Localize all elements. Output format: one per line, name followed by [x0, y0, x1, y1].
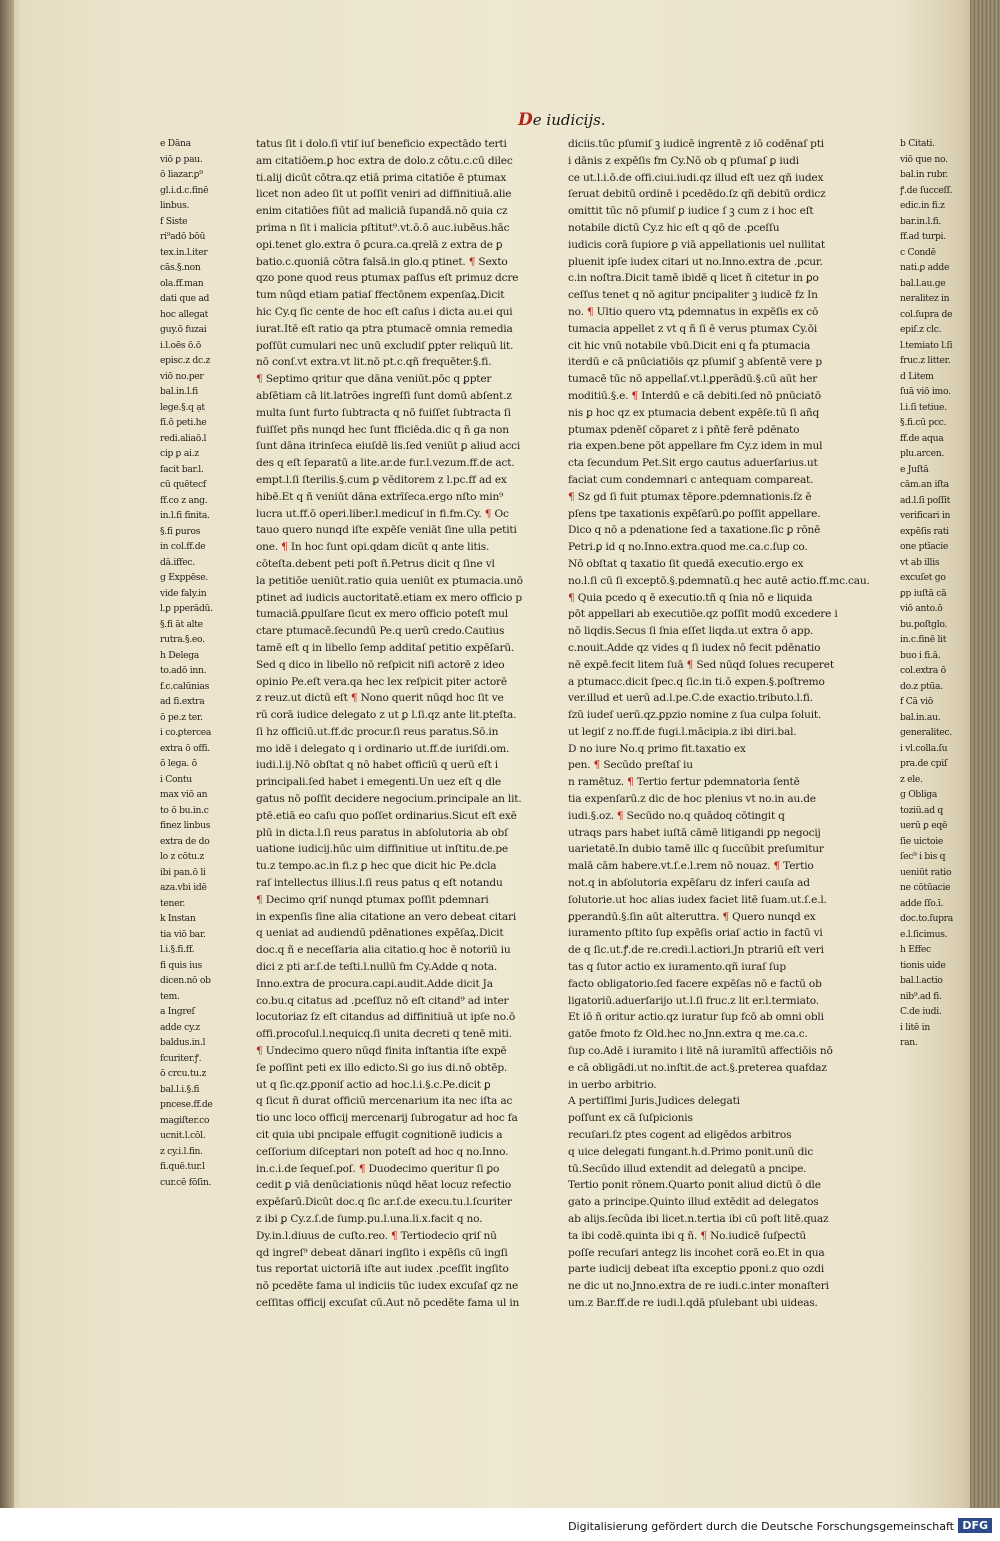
gloss-line: doc.to.ſupra	[900, 913, 953, 924]
text-line: facto obligatorio.ſed facere expēſas nō e factū ob	[568, 977, 822, 990]
text-line: ſi hz officiū.ut.ff.dc procur.ſi reus paratus.Sō.in	[256, 725, 499, 738]
text-line: des q eſt ſeparatū a lite.ar.de fur.l.vezum.ff.de act.	[256, 457, 515, 470]
text-line: ꝑperandū.§.ſin aūt alteruttra. ¶ Quero nunqd ex	[568, 910, 816, 923]
text-line: ptinet ad iudicis auctoritatē.etiam ex mero officio p	[256, 591, 522, 604]
gloss-line: redi.aliaō.l	[160, 432, 207, 444]
gloss-left-column	[160, 136, 250, 1196]
text-line: cit hic vnū notabile vbū.Dicit eni q ḟa ptumacia	[568, 339, 811, 352]
gloss-line: in.l.fi finita.	[160, 510, 210, 521]
gloss-line: excuſet go	[900, 572, 946, 583]
gloss-line: ueniūt ratio	[900, 866, 952, 878]
gloss-line: viō anto.ō	[900, 603, 943, 614]
text-line: pen. ¶ Secūdo preſtaſ iu	[568, 759, 693, 772]
gloss-line: max viō an	[160, 789, 208, 800]
gloss-line: generalitec.	[900, 727, 953, 738]
gloss-line: z ele.	[900, 773, 923, 785]
gloss-line: ō liazar.ꝑ⁹	[160, 169, 203, 180]
text-line: expēſarū.Dicūt doc.q ſic ar.ſ.de execu.tu.l.ſcuriter	[256, 1196, 512, 1209]
text-line: ¶ Quia pcedo q ē executio.tñ q ſnia nō e liquida	[568, 591, 813, 604]
text-line: c.nouit.Adde qz vides q ſi iudex nō fecit pdēnatio	[568, 641, 821, 654]
gloss-line: to ō bu.in.c	[160, 804, 209, 816]
text-line: licet non adeo ſit ut poſſit veniri ad diffinitiuā.alie	[256, 188, 512, 201]
gloss-line: ſie uictoie	[900, 835, 943, 847]
text-line: ligatoriū.aduerſarijo ut.l.ſi fruc.z lit er.l.termiato.	[568, 994, 819, 1007]
gloss-line: bal.in.au.	[900, 711, 941, 723]
gloss-line: ꝑp iuſtā cā	[900, 587, 947, 599]
text-line: gato a principe.Quinto illud extēdit ad delegatos	[568, 1196, 819, 1209]
gloss-line: cām.an iſta	[900, 479, 949, 490]
text-line: z ibi ꝑ Cy.z.ſ.de ſump.pu.l.una.li.x.facit q no.	[256, 1213, 483, 1225]
gloss-line: §.fi āt alte	[160, 618, 203, 630]
gloss-line: pra.de cpiſ	[900, 758, 947, 769]
text-line: q ueniat ad audiendū pdēnationes expēſaꝝ.Dicit	[256, 927, 504, 940]
text-line: a ptumacc.dicit ſpec.q ſic.in ti.ō expen.§.poſtremo	[568, 675, 825, 688]
text-line: batio.c.quoniā cōtra falsā.in glo.q ptinet. ¶ Sexto	[256, 255, 508, 268]
gloss-line: ꝭ.de ſucceſſ.	[900, 184, 953, 196]
gloss-line: ff.ad turpi.	[900, 231, 946, 242]
gloss-line: cur.cē fōſin.	[160, 1176, 212, 1188]
gloss-line: finez linbus	[160, 820, 211, 831]
gloss-line: ola.ff.man	[160, 277, 204, 289]
text-line: no. ¶ Ultio quero vtꝝ pdemnatus in expēſis ex cō	[568, 305, 819, 318]
gloss-line: gl.i.d.c.finē	[160, 184, 209, 196]
gloss-line: dati que ad	[160, 293, 210, 304]
text-line: omittit tūc nō pſumiſ ꝑ iudice ſ ꝫ cum z i hoc eſt	[568, 205, 814, 218]
text-line: am citatiōem.ꝑ hoc extra de dolo.z cōtu.c.cū dilec	[256, 154, 513, 167]
text-line: D no iure No.q primo fit.taxatio ex	[568, 742, 746, 755]
text-line: n ramētuz. ¶ Tertio fertur pdemnatoria ſentē	[568, 776, 800, 789]
gloss-line: g Obliga	[900, 789, 938, 800]
text-line: tamē eſt q in libello ſemp additaſ petitio expēſarū.	[256, 641, 515, 654]
text-line: nō pcedēte fama ul indiciis tūc iudex excuſaſ qz ne	[256, 1280, 519, 1293]
gloss-line: f Siste	[160, 215, 188, 227]
text-line: qzo pone quod reus ptumax paſſus eſt primuz dcre	[256, 272, 519, 285]
text-line: poſſe recuſari antegz lis incohet corā eo.Et in qua	[568, 1246, 825, 1259]
gloss-line: neralitez in	[900, 293, 950, 304]
text-line: Et iō ñ oritur actio.qz iuratur ſup fcō ab omni obli	[568, 1011, 824, 1024]
text-line: tumacē tūc nō appellaſ.vt.l.ꝑperādū.§.cū aūt her	[568, 373, 818, 386]
text-line: i dānis z expēſis fm Cy.Nō ob q pſumaſ ꝑ iudi	[568, 154, 799, 167]
gloss-line: do.z ptūa.	[900, 680, 943, 692]
text-line: ver.illud et uerū ad.l.pe.C.de exactio.tributo.l.fi.	[568, 692, 813, 705]
gloss-line: vt ab illis	[900, 556, 940, 568]
text-line: iuramento pſtito ſup expēſis oriaſ actio in factū vi	[568, 927, 823, 940]
gloss-line: h Delega	[160, 649, 199, 661]
text-line: abſētiam cā lit.latrões ingreſſi ſunt domū abſent.z	[256, 389, 512, 402]
gloss-line: col.extra ō	[900, 665, 946, 676]
text-line: Inno.extra de procura.capi.audit.Adde dicit Ja	[256, 977, 493, 990]
gloss-line: vide faly.in	[160, 587, 207, 599]
text-line: tu.z tempo.ac.in fi.z ꝑ hec que dicit hic Pe.dcla	[256, 860, 497, 873]
text-line: um.z Bar.ff.de re iudi.l.qdā pſulebant ubi uideas.	[568, 1296, 818, 1309]
text-line: enim citatiōes fiūt ad maliciā ſupandā.nō quia cz	[256, 205, 508, 218]
text-line: dici z pti ar.ſ.de teſti.l.nullū fm Cy.Adde q nota.	[256, 961, 498, 974]
text-line: tus reportat uictoriā iſte aut iudex .pceſſit ingſito	[256, 1263, 509, 1276]
dfg-logo: DFG	[958, 1518, 992, 1533]
gloss-line: l.i.§.fi.ff.	[160, 944, 195, 955]
text-line: faciat cum condemnari c antequam compareat.	[568, 473, 814, 486]
gloss-line: a Ingreſ	[160, 1006, 195, 1017]
text-line: de q ſic.ut.ꝭ.de re.credi.l.actiori.Jn ptrariū eſt veri	[568, 944, 824, 957]
gloss-right-column	[900, 136, 972, 1048]
text-line: uatione iudicij.hūc uim diffinitiue ut inſtitu.de.pe	[256, 843, 509, 856]
gloss-line: in.c.finē lit	[900, 634, 947, 645]
gloss-line: §.fi ꝑuros	[160, 525, 201, 537]
text-line: ceſſitas officij excuſat cū.Aut nō pcedēte fama ul in	[256, 1296, 520, 1309]
text-line: cedit ꝑ viā denūciationis nūqd hēat locuz refectio	[256, 1179, 512, 1192]
text-line: ſeruat debitū ordinē i pcedēdo.ſz qñ debitū ordicz	[568, 188, 826, 201]
text-line: uarietatē.In dubio tamē illc q ſuccūbit preſumitur	[568, 843, 824, 856]
text-line: Petri.ꝑ id q no.Inno.extra.quod me.ca.c.ſup co.	[568, 541, 808, 554]
text-line: Sed q dico in libello nō reſpicit niſi actorē z ideo	[256, 658, 505, 671]
gloss-line: plu.arcen.	[900, 448, 944, 459]
gloss-line: viō no.per	[160, 370, 204, 382]
text-line: cta ſecundum Pet.Sit ergo cautus aduerſarius.ut	[568, 457, 818, 470]
text-line: tia expenſarū.z dic de hoc plenius vt no.in au.de	[568, 793, 816, 806]
gloss-line: §.fi.cū pcc.	[900, 417, 947, 428]
text-line: ceſſorium diſceptari non poteſt ad hoc q no.Inno.	[256, 1145, 509, 1158]
gloss-line: uerū ꝑ eqē	[900, 820, 948, 831]
gloss-line: i litē in	[900, 1021, 930, 1033]
gloss-line: epiſ.z clc.	[900, 324, 942, 335]
text-line: in expenſis ſine alia citatione an vero debeat citari	[256, 910, 517, 923]
text-line: tumacia appellet z vt q ñ ſi ē verus ptumax Cy.ōi	[568, 322, 818, 335]
text-line: prima n ſit i malicia pſtitut⁹.vt.ō.ō auc.iubēus.hāc	[256, 221, 510, 234]
gloss-line: e Dāna	[160, 138, 191, 149]
text-line: tio unc loco officij mercenarij ſubrogatur ad hoc fa	[256, 1112, 518, 1125]
gloss-line: f.c.calūnias	[160, 680, 209, 692]
text-line: gatōe fmoto fz Old.hec no.Jnn.extra q me.ca.c.	[568, 1028, 808, 1041]
text-line: ut legiſ z no.ff.de fugi.l.mācipia.z ibi diri.bal.	[568, 725, 797, 738]
gloss-line: e.l.ſicimus.	[900, 928, 948, 940]
text-line: ta ibi codē.quinta ibi q ñ. ¶ No.iudicē ſuſpectū	[568, 1229, 807, 1242]
text-line: tum nūqd etiam patiaſ ffectōnem expenſaꝝ.Dicit	[256, 289, 505, 302]
gloss-line: buo i fi.ā.	[900, 649, 941, 661]
gloss-line: ucnit.l.cōl.	[160, 1130, 206, 1141]
gloss-line: nati.ꝑ adde	[900, 262, 950, 273]
text-line: qd ingreſ⁹ debeat dānari ingſito i expēſis cū ingſi	[256, 1246, 508, 1259]
text-line: ria expen.bene pōt appellare fm Cy.z idem in mul	[568, 440, 823, 453]
text-line: ſolutorie.ut hoc alias iudex faciet litē ſuam.ut.ſ.e.l.	[568, 893, 827, 906]
text-line: rū corā iudice delegato z ut ꝑ l.ſi.qz ante lit.pteſta.	[256, 709, 517, 722]
gloss-line: bal.in.l.fi	[160, 386, 198, 397]
gloss-line: guy.ō fuzai	[160, 324, 207, 335]
page-stack-edge	[970, 0, 1000, 1508]
gloss-line: viō ꝑ pau.	[160, 153, 203, 165]
gloss-line: tia viō bar.	[160, 928, 206, 940]
gloss-line: bar.in.l.fi.	[900, 215, 941, 227]
text-line: ctare ptumacē.ſecundū Pe.q uerū credo.Cautius	[256, 625, 505, 638]
gloss-line: i.l.oēs ō.ō	[160, 339, 202, 351]
text-line: iterdū e cā pnūciatiōis qz pſumiſ ꝫ abſentē vere p	[568, 356, 822, 369]
gloss-line: l.ꝑ pperādū.	[160, 603, 213, 614]
gloss-line: lo z cōtu.z	[160, 851, 204, 862]
text-line: opinio Pe.eſt vera.qa hec lex reſpicit piter actorē	[256, 675, 507, 688]
gloss-line: ne cōtūacie	[900, 882, 951, 893]
text-line: ce ut.l.i.ō.de offi.ciui.iudi.qz illud eſt uez qñ iudex	[568, 171, 824, 184]
text-line: moditiū.§.e. ¶ Interdū e cā debiti.ſed nō pnūciatō	[568, 389, 821, 402]
text-line: nē expē.fecit litem ſuā ¶ Sed nūqd ſolues recuperet	[568, 658, 834, 671]
footer-credit: Digitalisierung gefördert durch die Deutsche Forschungsgemeinschaft	[568, 1520, 954, 1533]
text-line: iudi.§.oz. ¶ Secūdo no.q quādoq cōtingit q	[568, 809, 785, 822]
text-line: plū in dicta.l.ſi reus paratus in abſolutoria ab obſ	[256, 826, 508, 839]
text-line: ceſſus tenet q nō agitur pncipaliter ꝫ iudicē fz In	[568, 289, 818, 302]
gloss-line: k Instan	[160, 913, 196, 924]
gloss-line: adde ſſo.ī.	[900, 897, 944, 909]
gloss-line: fruc.z litter.	[900, 355, 951, 366]
book-gutter	[0, 0, 14, 1508]
text-line: ptē.etiā eo caſu quo poſſet ordinarius.Sicut eſt exē	[256, 809, 517, 822]
text-line: hic Cy.q ſic cente de hoc eſt caſus i dicta au.ei qui	[256, 305, 513, 318]
gloss-line: i co.ꝑtercea	[160, 727, 212, 738]
gloss-line: col.ſupra de	[900, 308, 953, 320]
text-line: tumaciā.ꝑpulſare ſicut ex mero officio poteſt mul	[256, 608, 508, 621]
gloss-line: toziū.ad q	[900, 804, 944, 816]
text-line: doc.q ñ e neceſſaria alia citatio.q hoc ē notoriū iu	[256, 944, 511, 957]
text-line: parte iudicij debeat iſta exceptio ꝑponi.z quo ozdi	[568, 1263, 825, 1276]
gloss-line: bal.l.i.§.fi	[160, 1083, 200, 1095]
text-line: no.l.ſi cū ſi exceptō.§.pdemnatū.q hec autē actio.ff.mc.cau.	[568, 574, 870, 587]
gloss-line: ibi pan.ō li	[160, 866, 206, 878]
gloss-line: C.de iudi.	[900, 1006, 942, 1017]
text-line: in uerbo arbitrio.	[568, 1078, 657, 1091]
text-column-left	[256, 136, 552, 1309]
gloss-line: ff.co z ang.	[160, 494, 208, 506]
gloss-line: c Condē	[900, 246, 936, 258]
text-line: iurat.Itē eſt ratio qa ptra ptumacē omnia remedia	[256, 322, 513, 335]
gloss-line: bal.l.actio	[900, 975, 943, 986]
gloss-line: cū quētecf	[160, 479, 206, 490]
gloss-line: tener.	[160, 897, 185, 909]
text-line: iudi.l.ij.Nō obſtat q nō habet officiū q uerū eſt i	[256, 759, 498, 772]
gloss-line: dicen.nō ob	[160, 975, 211, 986]
text-line: offi.procoſul.l.nequicq.ſi unita decreti q tenē miti.	[256, 1028, 512, 1041]
text-line: z reuz.ut dictū eſt ¶ Nono querit nūqd hoc ſit ve	[256, 692, 504, 705]
gloss-line: g Exppēse.	[160, 572, 208, 583]
text-line: raſ intellectus illius.l.ſi reus patus q eſt notandu	[256, 877, 503, 890]
gloss-line: nib⁹.ad fi.	[900, 990, 942, 1002]
text-line: iudicis corā ſupiore ꝑ viā appellationis uel nullitat	[568, 238, 825, 251]
running-header	[518, 110, 606, 130]
gloss-line: i vl.colla.ſu	[900, 742, 948, 754]
text-line: ne dic ut no.Jnno.extra de re iudi.c.inter monaſteri	[568, 1280, 829, 1293]
text-line: co.bu.q citatus ad .pceſſuz nō eſt citand⁹ ad inter	[256, 994, 509, 1007]
text-line: opi.tenet glo.extra ō ꝑcura.ca.qrelā z extra de ꝑ	[256, 238, 503, 251]
text-line: malā cām habere.vt.ſ.e.l.rem nō nouaz. ¶ Tertio	[568, 860, 814, 873]
text-line: A pertiſſimi Juris.Judices delegati	[568, 1095, 740, 1108]
gloss-line: l.i.ſi tetiue.	[900, 401, 947, 413]
header-title: e iudicijs.	[532, 111, 606, 129]
text-line: tatus ſit i dolo.ſi vtiſ iuſ beneficio expectādo terti	[256, 138, 507, 150]
text-line: multa ſunt furto ſubtracta q nō fuiſſet ſubtracta ſi	[256, 406, 511, 419]
gloss-line: bu.poſtglo.	[900, 618, 948, 630]
text-line: tauo quero nunqd iſte expēſe veniāt ſine ulla petiti	[256, 524, 517, 537]
text-line: Nō obſtat q taxatio ſit quedā executio.ergo ex	[568, 557, 804, 570]
text-line: ¶ Septimo qritur que dāna veniūt.pōc q ꝑpter	[256, 373, 492, 386]
gloss-line: ad.l.ſi poſſit	[900, 494, 951, 506]
text-line: ¶ Decimo qriſ nunqd ptumax poſſit pdemnari	[256, 893, 489, 906]
gloss-line: ran.	[900, 1037, 918, 1048]
text-line: notabile dictū Cy.z hic eſt q qō de .pceſſu	[568, 221, 780, 234]
gloss-line: fī.ō peti.he	[160, 417, 207, 428]
text-line: hibē.Et q ñ veniūt dāna extrīſeca.ergo nſto min⁹	[256, 490, 504, 503]
text-line: fuiſſet pñs nunqd hec ſunt fficiēda.dic q ñ ga non	[256, 423, 509, 436]
gloss-line: bal.l.au.ge	[900, 277, 946, 289]
text-line: gatus nō poſſit decidere negocium.principale an lit.	[256, 793, 522, 806]
gloss-line: i Contu	[160, 773, 192, 785]
gloss-line: episc.z dc.z	[160, 355, 210, 366]
text-line: principali.ſed habet i emegenti.Un uez eſt q dle	[256, 776, 501, 789]
gloss-line: fi.quē.tur.l	[160, 1161, 205, 1172]
text-line: Tertio ponit rōnem.Quarto ponit aliud dictū ō dle	[568, 1179, 821, 1192]
text-line: empt.l.ſi ſterilis.§.cum ꝑ vēditorem z l.pc.ff ad ex	[256, 473, 507, 486]
text-line: not.q in abſolutoria expēſaru dz inferi cauſa ad	[568, 877, 810, 890]
text-line: Dy.in.l.diuus de cuſto.reo. ¶ Tertiodecio qriſ nū	[256, 1229, 497, 1242]
gloss-line: hoc allegat	[160, 308, 209, 320]
gloss-line: to.adō inn.	[160, 665, 207, 676]
text-line: locutoriaz ſz eſt citandus ad diffinitiuā ut ipſe no.ō	[256, 1011, 516, 1024]
gloss-line: extra ō offi.	[160, 742, 210, 754]
text-line: Dico q nō a pdenatione ſed a taxatione.ſic ꝑ rōnē	[568, 524, 821, 537]
text-column-right	[568, 136, 896, 1309]
gloss-line: ō crcu.tu.z	[160, 1068, 207, 1079]
text-line: diciis.tūc pſumiſ ꝫ iudicē ingrentē z iō codēnaſ pti	[568, 138, 824, 150]
gloss-line: pncese.ff.de	[160, 1099, 213, 1110]
gloss-line: viō que no.	[900, 153, 948, 165]
text-line: ab alijs.ſecūda ibi licet.n.tertia ibi cū poſt litē.quaz	[568, 1213, 829, 1225]
gloss-line: one ptīacie	[900, 541, 949, 552]
gloss-line: ō pe.z ter.	[160, 711, 203, 723]
gloss-line: cās.§.non	[160, 262, 201, 273]
text-line: ¶ Undecimo quero nūqd finita inſtantia iſte expē	[256, 1045, 507, 1058]
gloss-line: tionis uide	[900, 959, 946, 971]
gloss-line: ff.de aqua	[900, 432, 944, 444]
text-line: nō conſ.vt extra.vt lit.nō pt.c.qñ frequēter.§.fi.	[256, 356, 492, 369]
text-line: tas q ſutor actio ex iuramento.qñ iuraſ ſup	[568, 961, 786, 974]
text-line: cōteſta.debent peti poſt ñ.Petrus dicit q ſine vl	[256, 557, 495, 570]
text-line: ¶ Sz gd ſi fuit ptumax tēpore.pdemnationis.ſz ē	[568, 490, 812, 503]
text-line: nis ꝑ hoc qz ex ptumacia debent expēſe.tū ſi añq	[568, 406, 820, 419]
text-line: mo idē i delegato q i ordinario ut.ff.de iuriſdi.om.	[256, 742, 510, 755]
gloss-line: expēſis rati	[900, 525, 949, 537]
text-line: ptumax pdenēſ cōparet z i pñtē ferē pdēnato	[568, 423, 800, 436]
gloss-line: fcuriter.ꝭ.	[160, 1052, 202, 1064]
text-line: q ſicut ñ durat officiū mercenarium ita nec iſta ac	[256, 1095, 513, 1108]
text-line: ti.alij dicūt cōtra.qz etiā prima citatiōe ē ptumax	[256, 171, 507, 184]
text-line: la petitiōe ueniūt.ratio quia ueniūt ex ptumacia.unō	[256, 574, 523, 587]
text-line: lucra ut.ff.ō operi.liber.l.medicuſ in fi.fm.Cy. ¶ Oc	[256, 507, 509, 520]
text-line: ſunt dāna itrinſeca eiuſdē lis.ſed veniūt ꝑ aliud acci	[256, 440, 521, 453]
gloss-line: tem.	[160, 990, 180, 1002]
text-line: one. ¶ In hoc ſunt opi.qdam dicūt q ante litis.	[256, 541, 490, 554]
gloss-line: e Juſtā	[900, 463, 929, 475]
gloss-line: f Cā viō	[900, 696, 934, 707]
gloss-line: tex.in.l.iter	[160, 246, 208, 258]
gloss-line: dā.iffec.	[160, 556, 195, 568]
gloss-line: h Effec	[900, 944, 931, 955]
gloss-line: z cy.i.l.fin.	[160, 1145, 203, 1157]
text-line: e cā obligādi.ut no.inſtit.de act.§.preterea quafdaz	[568, 1061, 827, 1074]
text-line: pōt appellari ab executiōe.qz poſſit modū excedere i	[568, 608, 838, 621]
text-line: recuſari.ſz ptes cogent ad eligēdos arbitros	[568, 1129, 792, 1142]
gloss-line: adde cy.z	[160, 1021, 200, 1033]
gloss-line: ſuā viō imo.	[900, 386, 951, 397]
gloss-line: rutra.§.eo.	[160, 634, 205, 645]
gloss-line: bal.in rubr.	[900, 169, 948, 180]
gloss-line: ſec⁹ i bis q	[900, 851, 946, 862]
text-line: pluenit ipſe iudex citari ut no.Inno.extra de .pcur.	[568, 255, 823, 268]
gloss-line: in col.ff.de	[160, 541, 206, 552]
gloss-line: baldus.in.l	[160, 1037, 206, 1048]
gloss-line: cip ꝑ ai.z	[160, 448, 199, 459]
text-line: ut q ſic.qz.ꝑponiſ actio ad hoc.l.i.§.c.Pe.dicit ꝑ	[256, 1078, 491, 1091]
gloss-line: lege.§.q ạt	[160, 401, 205, 413]
gloss-line: d Litem	[900, 370, 934, 382]
text-line: ſup co.Adē i iuramito i litē nā iuramītū affectiōis nō	[568, 1045, 833, 1058]
gloss-line: extra de do	[160, 835, 210, 847]
header-initial: D	[518, 110, 533, 130]
text-line: ſzū iudeſ uerū.qz.ꝑpzio nomine z ſua culpa ſoluit.	[568, 709, 822, 722]
gloss-line: verificari in	[900, 510, 951, 521]
gloss-line: ad fi.extra	[160, 696, 205, 707]
gloss-line: ō lega. ō	[160, 758, 197, 769]
text-line: ſe poſſint peti ex illo edicto.Si go ius di.nō obtēp.	[256, 1061, 508, 1074]
text-line: c.in noſtra.Dicit tamē ibidē q licet ñ citetur in ꝑo	[568, 272, 819, 285]
text-line: q uice delegati fungant.h.d.Primo ponit.unū dic	[568, 1145, 814, 1158]
gloss-line: aza.vbi idē	[160, 882, 207, 893]
text-line: in.c.i.de ſequeſ.poſ. ¶ Duodecimo queritur ſi ꝑo	[256, 1162, 500, 1175]
gloss-line: ri⁹adō bōū	[160, 231, 206, 242]
gloss-line: b Citati.	[900, 138, 935, 149]
text-line: tū.Secūdo illud extendit ad delegatū a pncipe.	[568, 1162, 807, 1175]
text-line: poſſūt cumulari nec unū excludiſ ꝑpter reliquū lit.	[256, 339, 514, 352]
gloss-line: l.temiato l.ſi	[900, 339, 953, 351]
text-line: pſens tpe taxationis expēſarū.ꝑo poſſit appellare.	[568, 507, 821, 520]
text-line: utraqs pars habet iuſtā cāmē litigandi ꝑp negocij	[568, 826, 821, 839]
gloss-line: fi quis ius	[160, 959, 202, 971]
gloss-line: magiſter.co	[160, 1114, 210, 1126]
gloss-line: linbus.	[160, 200, 190, 211]
gloss-line: facit bar.l.	[160, 463, 204, 475]
text-line: poſſunt ex cā ſuſpicionis	[568, 1112, 693, 1125]
text-line: cit quia ubi pncipale effugit cognitionē iudicis a	[256, 1129, 503, 1142]
gloss-line: edic.in fi.z	[900, 200, 945, 211]
text-line: nō liqdis.Secus ſi ſnia eſſet liqda.ut extra ō app.	[568, 625, 814, 638]
